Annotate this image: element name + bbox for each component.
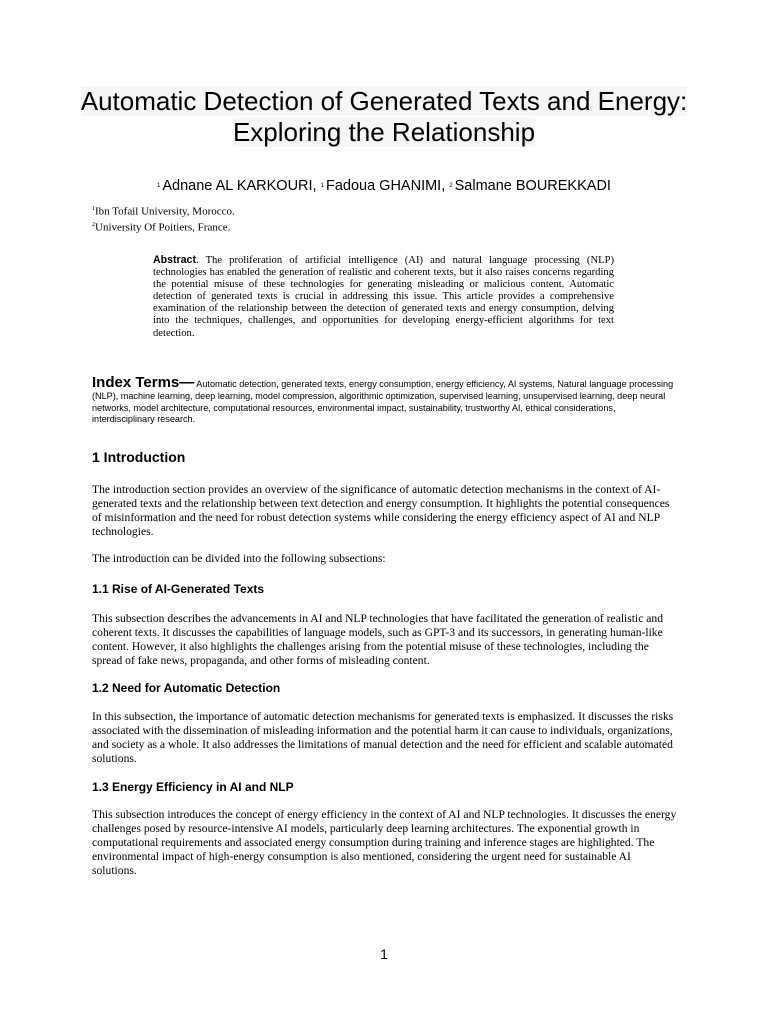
abstract-text: . The proliferation of artificial intelligence (AI) and natural language processing (NLP) technologies has enabled the generation of realistic and coherent texts, but it also raises concerns regarding the potential misuse of these technologies for generating misleading or malicious content. Automatic detection of generated texts is crucial in addressing this issue. This article provides a comprehensive examination of the relationship between the detection of generated texts and energy consumption, delving into the techniques, challenges, and opportunities for developing energy-efficient algorithms for text detection. bbox=[153, 255, 614, 339]
author bbox=[157, 178, 321, 194]
affiliation bbox=[92, 219, 235, 235]
author-mark: 2 bbox=[449, 183, 453, 189]
title-text: Automatic Detection of Generated Texts and Energy: Exploring the Relationship bbox=[80, 86, 688, 147]
page-number: 1 bbox=[380, 946, 388, 962]
author-name: Adnane AL KARKOURI, bbox=[162, 178, 321, 194]
abstract-label: Abstract bbox=[153, 254, 196, 266]
affiliation-name: University Of Poitiers, France. bbox=[95, 221, 231, 234]
author-mark: 1 bbox=[157, 183, 161, 189]
author bbox=[320, 178, 453, 194]
subsection-paragraph: In this subsection, the importance of automatic detection mechanisms for generated texts is emphasized. It discusses the risks associated with the dissemination of misleading information and the potential harm it can cause to individuals, organizations, and society as a whole. It also addresses the limitations of manual detection and the need for efficient and scalable automated solutions. bbox=[92, 710, 674, 765]
author-name: Salmane BOUREKKADI bbox=[454, 178, 611, 194]
author-name: Fadoua GHANIMI, bbox=[325, 178, 450, 194]
index-terms-label: Index Terms— bbox=[92, 374, 195, 391]
author-list bbox=[0, 178, 768, 194]
affiliation-list bbox=[92, 203, 235, 234]
affiliation-mark: 2 bbox=[92, 221, 95, 228]
intro-paragraph: The introduction section provides an overview of the significance of automatic detection mechanisms in the context of AI-generated texts and the relationship between text detection and energy consumption. It highlights the potential consequences of misinformation and the need for robust detection systems while considering the energy efficiency aspect of AI and NLP technologies. bbox=[92, 483, 670, 538]
abstract bbox=[153, 254, 614, 340]
affiliation-name: Ibn Tofail University, Morocco. bbox=[95, 205, 235, 218]
index-terms-text: Automatic detection, generated texts, energy consumption, energy efficiency, AI systems, Natural language processing (NLP), machine learning, deep learning, model compression, algorithmic optimization, supervised learning, unsupervised learning, deep neural networks, model architecture, computational resources, environmental impact, sustainability, trustworthy AI, ethical considerations, interdisciplinary research. bbox=[92, 379, 674, 425]
section-heading-introduction: 1 Introduction bbox=[92, 449, 186, 465]
paper-title bbox=[60, 86, 708, 148]
intro-paragraph: The introduction can be divided into the following subsections: bbox=[92, 552, 386, 565]
subsection-heading: 1.3 Energy Efficiency in AI and NLP bbox=[92, 780, 294, 794]
author bbox=[449, 178, 611, 194]
subsection-paragraph: This subsection describes the advancements in AI and NLP technologies that have facilitated the generation of realistic and coherent texts. It discusses the capabilities of language models, such as GPT-3 and its successors, in generating human-like content. However, it also highlights the challenges arising from the potential misuse of these technologies, including the spread of fake news, propaganda, and other forms of misleading content. bbox=[92, 612, 664, 667]
affiliation-mark: 1 bbox=[92, 206, 95, 212]
affiliation bbox=[92, 203, 235, 219]
subsection-paragraph: This subsection introduces the concept of energy efficiency in the context of AI and NLP technologies. It discusses the energy challenges posed by resource-intensive AI models, particularly deep learning architectures. The exponential growth in computational requirements and associated energy consumption during training and inference stages are highlighted. The environmental impact of high-energy consumption is also mentioned, considering the urgent need for sustainable AI solutions. bbox=[92, 808, 677, 877]
index-terms bbox=[92, 374, 680, 426]
author-mark: 1 bbox=[320, 183, 324, 189]
subsection-heading: 1.1 Rise of AI-Generated Texts bbox=[92, 582, 265, 596]
subsection-heading: 1.2 Need for Automatic Detection bbox=[92, 681, 281, 695]
